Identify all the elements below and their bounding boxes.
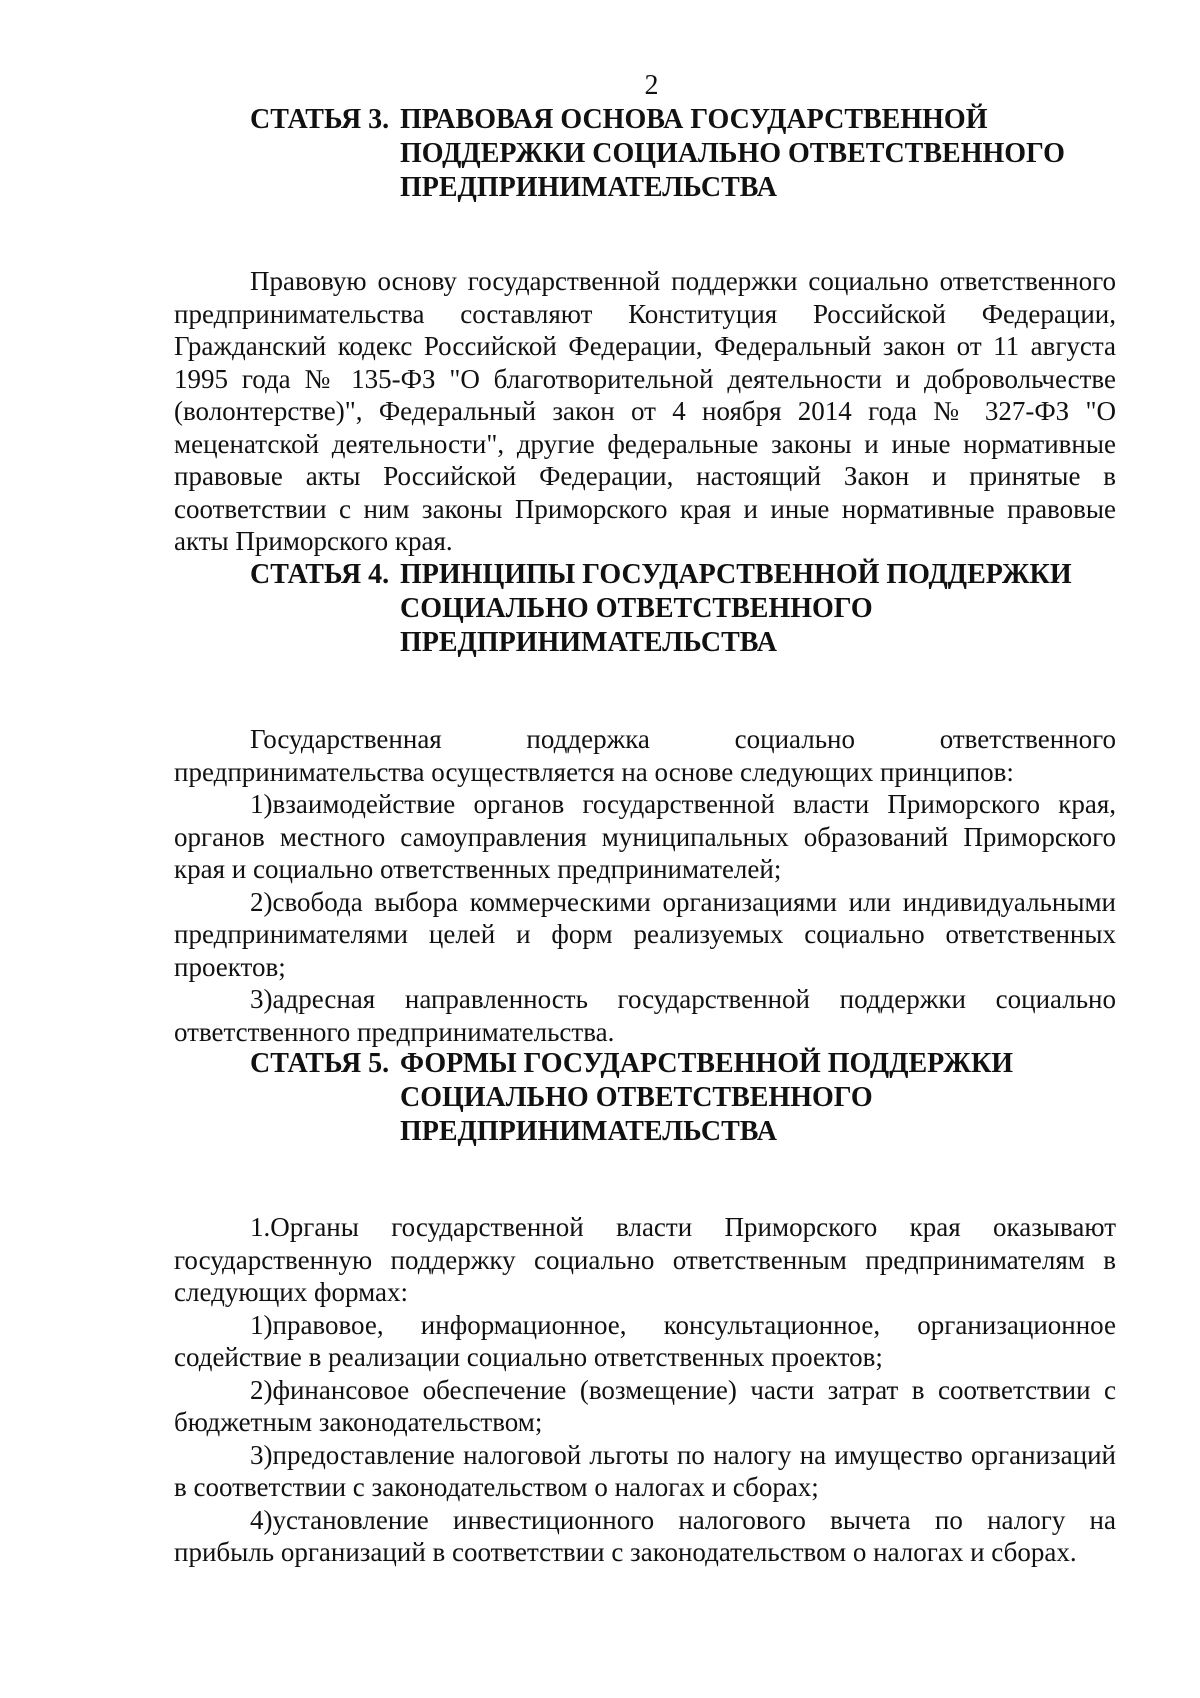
article-title-line: ФОРМЫ ГОСУДАРСТВЕННОЙ ПОДДЕРЖКИ (400, 1048, 1014, 1079)
article-title-line: ПРЕДПРИНИМАТЕЛЬСТВА (400, 1116, 777, 1147)
article-number: СТАТЬЯ 3. (250, 104, 390, 135)
list-item: 3)адресная направленность государственной поддержки социально ответственного предпринимательства. (174, 984, 1116, 1047)
article-title (400, 1047, 1116, 1149)
article-body (174, 1211, 1116, 1569)
article-heading (174, 103, 1116, 205)
page-number: 2 (644, 70, 659, 101)
list-item: 4)установление инвестиционного налогового вычета по налогу на прибыль организаций в соответствии с законодательством о налогах и сборах. (174, 1504, 1116, 1567)
article-title-line: СОЦИАЛЬНО ОТВЕТСТВЕННОГО (400, 593, 873, 624)
article-4 (174, 558, 1116, 1048)
article-heading (174, 558, 1116, 660)
article-title-line: ПРЕДПРИНИМАТЕЛЬСТВА (400, 172, 777, 203)
article-5 (174, 1047, 1116, 1569)
paragraph: Правовую основу государственной поддержки социально ответственного предпринимательства составляют Конституция Российской Федерации, Гражданский кодекс Российской Федерации, Федеральный закон от 11 августа 1995 года № 135-ФЗ "О благотворительной деятельности и добровольчестве (волонтерстве)", Федеральный закон от 4 ноября 2014 года № 327-ФЗ "О меценатской деятельности", другие федеральные законы и иные нормативные правовые акты Российской Федерации, настоящий Закон и принятые в соответствии с ним законы Приморского края и иные нормативные правовые акты Приморского края. (174, 266, 1116, 556)
article-title-line: ПОДДЕРЖКИ СОЦИАЛЬНО ОТВЕТСТВЕННОГО (400, 138, 1065, 169)
list-item: 3)предоставление налоговой льготы по налогу на имущество организаций в соответствии с законодательством о налогах и сборах; (174, 1439, 1116, 1502)
article-body (174, 723, 1116, 1048)
paragraph: Государственная поддержка социально ответственного предпринимательства осуществляется на основе следующих принципов: (174, 724, 1116, 787)
list-item: 2)свобода выбора коммерческими организациями или индивидуальными предпринимателями целей и форм реализуемых социально ответственных проектов; (174, 886, 1116, 982)
article-3 (174, 103, 1116, 558)
article-title-line: СОЦИАЛЬНО ОТВЕТСТВЕННОГО (400, 1082, 873, 1113)
list-item: 1)правовое, информационное, консультационное, организационное содействие в реализации социально ответственных проектов; (174, 1309, 1116, 1372)
article-number: СТАТЬЯ 4. (250, 559, 390, 590)
article-title-line: ПРЕДПРИНИМАТЕЛЬСТВА (400, 627, 777, 658)
article-title-line: ПРАВОВАЯ ОСНОВА ГОСУДАРСТВЕННОЙ (400, 104, 988, 135)
paragraph: 1.Органы государственной власти Приморского края оказывают государственную поддержку социально ответственным предпринимателям в следующих формах: (174, 1212, 1116, 1307)
list-item: 1)взаимодействие органов государственной власти Приморского края, органов местного самоуправления муниципальных образований Приморского края и социально ответственных предпринимателей; (174, 789, 1116, 884)
article-heading (174, 1047, 1116, 1149)
article-body (174, 265, 1116, 558)
article-title (400, 558, 1116, 660)
list-item: 2)финансовое обеспечение (возмещение) части затрат в соответствии с бюджетным законодательством; (174, 1374, 1116, 1437)
article-title (400, 103, 1116, 205)
article-title-line: ПРИНЦИПЫ ГОСУДАРСТВЕННОЙ ПОДДЕРЖКИ (400, 559, 1072, 590)
article-number: СТАТЬЯ 5. (250, 1048, 390, 1079)
